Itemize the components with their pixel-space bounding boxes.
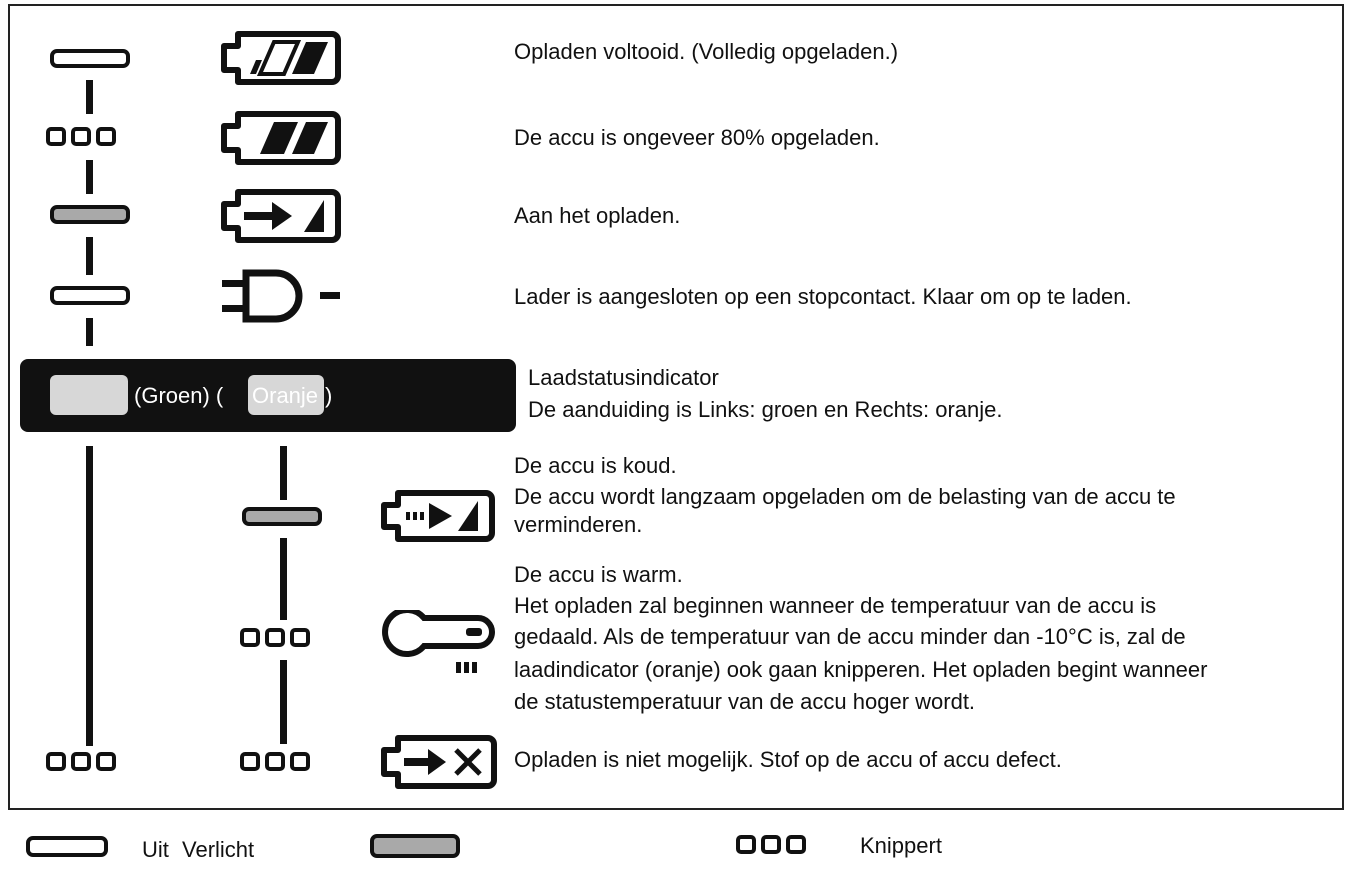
- connector-line: [86, 80, 93, 114]
- warm-line-2: Het opladen zal beginnen wanneer de temperatuur van de accu is: [514, 593, 1157, 618]
- error-text: Opladen is niet mogelijk. Stof op de accu of accu defect.: [514, 747, 1062, 772]
- battery-slow-charge-icon: [374, 487, 496, 545]
- row-4-text: Lader is aangesloten op een stopcontact. Klaar om op te laden.: [514, 284, 1132, 309]
- warm-line-3: gedaald. Als de temperatuur van de accu minder dan -10°C is, zal de: [514, 624, 1186, 649]
- banner-title: Laadstatusindicator: [528, 365, 719, 390]
- banner-description: De aanduiding is Links: groen en Rechts: oranje.: [528, 397, 1003, 422]
- warm-line-4: laadindicator (oranje) ook gaan knipperen. Het opladen begint wanneer: [514, 657, 1208, 682]
- battery-error-icon: [374, 732, 498, 792]
- connector-line: [280, 446, 287, 500]
- row-2-text: De accu is ongeveer 80% opgeladen.: [514, 125, 880, 150]
- green-label: (Groen) (: [134, 383, 224, 408]
- battery-80-icon: [214, 108, 342, 168]
- legend-off-led: [26, 836, 108, 857]
- legend-lit-label: Verlicht: [182, 837, 255, 862]
- cold-line-3: verminderen.: [514, 512, 643, 537]
- legend-off-label: Uit: [142, 837, 169, 862]
- thermometer-icon: [378, 610, 500, 680]
- legend-lit-led: [370, 834, 460, 858]
- orange-label-close: ): [325, 383, 333, 408]
- led-lit: [242, 507, 322, 526]
- battery-charging-icon: [214, 186, 342, 246]
- connector-line: [86, 318, 93, 346]
- led-blinking: [46, 127, 116, 146]
- connector-line: [86, 160, 93, 194]
- led-blinking: [46, 752, 116, 771]
- cold-line-2: De accu wordt langzaam opgeladen om de belasting van de accu te: [514, 484, 1176, 509]
- cold-line-1: De accu is koud.: [514, 453, 677, 478]
- legend-blink-led: [736, 835, 806, 854]
- battery-full-icon: [214, 28, 342, 88]
- row-3-text: Aan het opladen.: [514, 203, 681, 228]
- led-off: [50, 49, 130, 68]
- orange-label: Oranje: [252, 383, 319, 408]
- led-off: [50, 286, 130, 305]
- connector-line: [86, 446, 93, 746]
- led-blinking: [240, 752, 310, 771]
- connector-line: [86, 237, 93, 275]
- warm-line-5: de statustemperatuur van de accu hoger wordt.: [514, 689, 976, 714]
- led-blinking: [240, 628, 310, 647]
- warm-line-1: De accu is warm.: [514, 562, 683, 587]
- plug-icon: [222, 268, 344, 324]
- green-indicator-swatch: [50, 375, 128, 415]
- row-1-text: Opladen voltooid. (Volledig opgeladen.): [514, 39, 899, 64]
- legend-blink-label: Knippert: [860, 833, 942, 858]
- connector-line: [280, 538, 287, 620]
- connector-line: [280, 660, 287, 744]
- led-lit: [50, 205, 130, 224]
